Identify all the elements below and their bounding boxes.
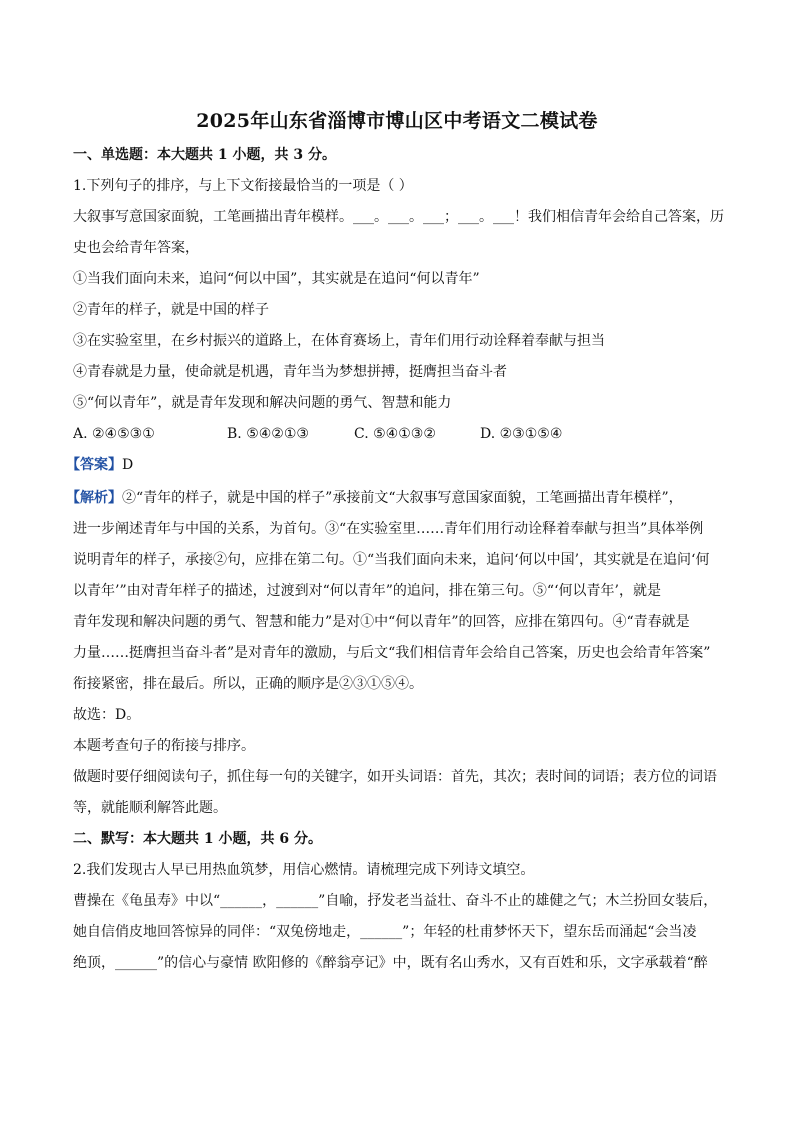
choice-line: 故选：D。	[73, 707, 141, 723]
sentence-4: ④青春就是力量，使命就是机遇，青年当为梦想拼搏，挺膺担当奋斗者	[73, 364, 507, 380]
question-2-line-2: 她自信俏皮地回答惊异的同伴：“双兔傍地走，______”；年轻的杜甫梦怀天下，望东岳而涌起“会当凌	[73, 924, 697, 940]
answer-line	[66, 456, 726, 474]
analysis-tag: 【解析】	[66, 490, 122, 506]
sentence-2: ②青年的样子，就是中国的样子	[73, 302, 269, 318]
sentence-3: ③在实验室里，在乡村振兴的道路上，在体育赛场上，青年们用行动诠释着奉献与担当	[73, 333, 605, 349]
question-1-context-cont: 史也会给青年答案，	[73, 240, 199, 256]
section-2-header: 二、默写：本大题共 1 小题，共 6 分。	[73, 831, 322, 847]
analysis-text-1: ②“青年的样子，就是中国的样子”承接前文“大叙事写意国家面貌，工笔画描出青年模样”，	[122, 490, 683, 506]
analysis-line-1	[66, 489, 733, 507]
analysis-line-3: 说明青年的样子，承接②句，应排在第二句。①“当我们面向未来，追问‘何以中国’，其实就是在追问‘何	[73, 552, 710, 568]
note-line-3: 等，就能顺利解答此题。	[73, 800, 227, 816]
sentence-5: ⑤“何以青年”，就是青年发现和解决问题的勇气、智慧和能力	[73, 395, 452, 411]
analysis-line-5: 青年发现和解决问题的勇气、智慧和能力”是对①中“何以青年”的回答，应排在第四句。④“青春就是	[73, 614, 690, 630]
question-1-stem: 1.下列句子的排序，与上下文衔接最恰当的一项是（ ）	[73, 178, 413, 194]
option-d: D. ②③①⑤④	[480, 426, 563, 442]
answer-tag: 【答案】	[66, 457, 122, 473]
option-c: C. ⑤④①③②	[354, 426, 436, 442]
option-a: A. ②④⑤③①	[73, 426, 155, 442]
analysis-line-7: 衔接紧密，排在最后。所以，正确的顺序是②③①⑤④。	[73, 676, 423, 692]
sentence-1: ①当我们面向未来，追问“何以中国”，其实就是在追问“何以青年”	[73, 271, 480, 287]
section-1-header: 一、单选题：本大题共 1 小题，共 3 分。	[73, 147, 336, 163]
question-1-context: 大叙事写意国家面貌，工笔画描出青年模样。___。___。___；___。___！我们相信青年会给自己答案，历	[73, 209, 724, 225]
question-2-stem: 2.我们发现古人早已用热血筑梦，用信心燃情。请梳理完成下列诗文填空。	[73, 862, 535, 878]
options-row	[73, 425, 733, 443]
question-2-line-3: 绝顶，______”的信心与豪情 欧阳修的《醉翁亭记》中，既有名山秀水，又有百姓和乐，文字承载着“醉	[73, 955, 708, 971]
question-2-line-1: 曹操在《龟虽寿》中以“______，______”自喻，抒发老当益壮、奋斗不止的雄健之气；木兰扮回女装后，	[73, 893, 718, 909]
note-line-1: 本题考查句子的衔接与排序。	[73, 738, 255, 754]
page-title: 2025年山东省淄博市博山区中考语文二模试卷	[196, 110, 598, 132]
analysis-line-2: 进一步阐述青年与中国的关系，为首句。③“在实验室里……青年们用行动诠释着奉献与担当”具体举例	[73, 521, 704, 537]
answer-value: D	[122, 457, 134, 473]
note-line-2: 做题时要仔细阅读句子，抓住每一句的关键字，如开头词语：首先，其次；表时间的词语；表方位的词语	[73, 769, 717, 785]
analysis-line-4: 以青年’”由对青年样子的描述，过渡到对“何以青年”的追问，排在第三句。⑤“‘何以青年’，就是	[73, 583, 661, 599]
option-b: B. ⑤④②①③	[227, 426, 309, 442]
analysis-line-6: 力量……挺膺担当奋斗者”是对青年的激励，与后文“我们相信青年会给自己答案，历史也会给青年答案”	[73, 645, 711, 661]
